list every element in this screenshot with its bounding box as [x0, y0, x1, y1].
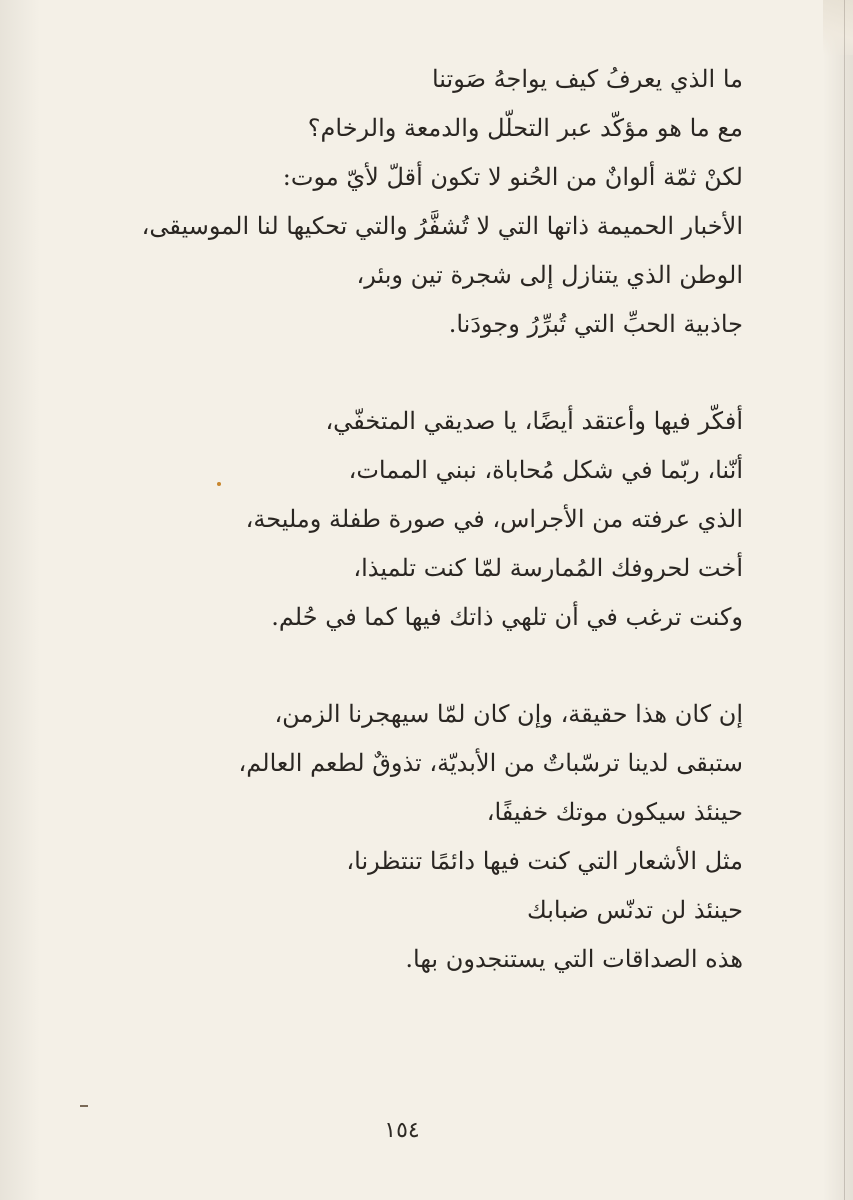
stanza-1	[83, 55, 743, 349]
poem-line: جاذبية الحبِّ التي تُبرِّرُ وجودَنا.	[448, 310, 743, 338]
poem-line: أخت لحروفك المُمارسة لمّا كنت تلميذا،	[353, 554, 743, 582]
page-number: ١٥٤	[384, 1118, 420, 1143]
poem-line: أفكّر فيها وأعتقد أيضًا، يا صديقي المتخفّي،	[325, 407, 743, 435]
poem-line: أنّنا، ربّما في شكل مُحاباة، نبني الممات،	[348, 456, 743, 484]
poem-line: وكنت ترغب في أن تلهي ذاتك فيها كما في حُلم.	[271, 603, 743, 631]
page-corner-fold	[823, 0, 853, 55]
poem-line: مثل الأشعار التي كنت فيها دائمًا تنتظرنا،	[346, 847, 743, 875]
poem-line: حينئذ لن تدنّس ضبابك	[526, 896, 743, 924]
poem-line: ستبقى لدينا ترسّباتٌ من الأبديّة، تذوقٌ لطعم العالم،	[238, 749, 743, 777]
poem-line: حينئذ سيكون موتك خفيفًا،	[486, 798, 743, 826]
poem-text	[83, 55, 743, 984]
poem-line: لكنْ ثمّة ألوانٌ من الحُنو لا تكون أقلّ لأيّ موت:	[282, 163, 743, 191]
stanza-3	[83, 690, 743, 984]
poem-line: الوطن الذي يتنازل إلى شجرة تين وبئر،	[356, 261, 743, 289]
poem-line: الذي عرفته من الأجراس، في صورة طفلة ومليحة،	[245, 505, 743, 533]
poem-line: إن كان هذا حقيقة، وإن كان لمّا سيهجرنا الزمن،	[274, 700, 743, 728]
poem-line: مع ما هو مؤكّد عبر التحلّل والدمعة والرخام؟	[307, 114, 743, 142]
poem-line: هذه الصداقات التي يستنجدون بها.	[405, 945, 743, 973]
stanza-2	[83, 397, 743, 642]
ink-speck	[217, 482, 221, 486]
page-edge	[844, 0, 845, 1200]
poem-line: الأخبار الحميمة ذاتها التي لا تُشفَّرُ والتي تحكيها لنا الموسيقى،	[141, 212, 743, 240]
poem-line: ما الذي يعرفُ كيف يواجهُ صَوتنا	[431, 65, 743, 93]
margin-mark	[80, 1105, 88, 1107]
